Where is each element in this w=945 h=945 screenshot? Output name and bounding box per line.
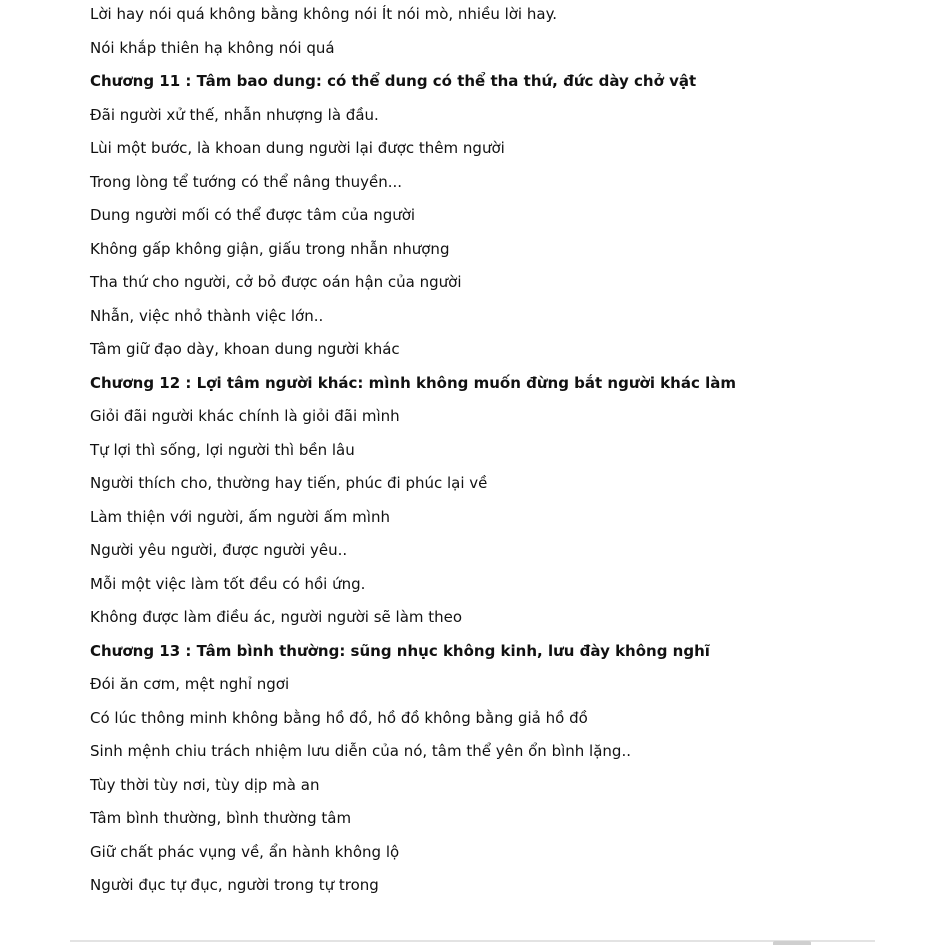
- text-line: Tùy thời tùy nơi, tùy dịp mà an: [90, 775, 320, 794]
- text-line: Mỗi một việc làm tốt đều có hồi ứng.: [90, 574, 366, 593]
- text-line: Giữ chất phác vụng về, ẩn hành không lộ: [90, 842, 400, 861]
- text-line: Nói khắp thiên hạ không nói quá: [90, 38, 335, 57]
- chapter-heading: Chương 11 : Tâm bao dung: có thể dung có thể tha thứ, đức dày chở vật: [90, 72, 697, 90]
- page-bottom-divider: [70, 940, 875, 942]
- text-line: Tâm giữ đạo dày, khoan dung người khác: [90, 340, 400, 358]
- text-line: Lời hay nói quá không bằng không nói Ít nói mò, nhiều lời hay.: [90, 5, 558, 23]
- text-line: Trong lòng tể tướng có thể nâng thuyền...: [90, 172, 403, 191]
- text-line: Tâm bình thường, bình thường tâm: [90, 809, 352, 827]
- text-line: Dung người mối có thể được tâm của người: [90, 206, 416, 224]
- text-line: Lùi một bước, là khoan dung người lại được thêm người: [90, 139, 505, 157]
- text-line: Nhẫn, việc nhỏ thành việc lớn..: [90, 306, 324, 325]
- text-line: Đãi người xử thế, nhẫn nhượng là đầu.: [90, 105, 379, 124]
- text-line: Tự lợi thì sống, lợi người thì bền lâu: [90, 440, 355, 459]
- scrollbar-thumb[interactable]: [773, 941, 811, 945]
- text-line: Người yêu người, được người yêu..: [90, 541, 348, 559]
- text-line: Người thích cho, thường hay tiến, phúc đi phúc lại về: [90, 474, 488, 492]
- text-line: Có lúc thông minh không bằng hồ đồ, hồ đồ không bằng giả hồ đồ: [90, 708, 588, 727]
- chapter-heading: Chương 13 : Tâm bình thường: sũng nhục không kinh, lưu đày không nghĩ: [90, 641, 710, 660]
- text-line: Tha thứ cho người, cở bỏ được oán hận của người: [90, 273, 462, 291]
- text-line: Không được làm điều ác, người người sẽ làm theo: [90, 608, 463, 626]
- text-line: Sinh mệnh chiu trách nhiệm lưu diễn của nó, tâm thể yên ổn bình lặng..: [90, 742, 631, 760]
- chapter-heading: Chương 12 : Lợi tâm người khác: mình không muốn đừng bắt người khác làm: [90, 373, 736, 392]
- text-line: Không gấp không giận, giấu trong nhẫn nhượng: [90, 239, 450, 258]
- text-line: Người đục tự đục, người trong tự trong: [90, 876, 379, 894]
- text-line: Đói ăn cơm, mệt nghỉ ngơi: [90, 675, 290, 693]
- text-line: Làm thiện với người, ấm người ấm mình: [90, 507, 390, 526]
- text-line: Giỏi đãi người khác chính là giỏi đãi mình: [90, 407, 400, 425]
